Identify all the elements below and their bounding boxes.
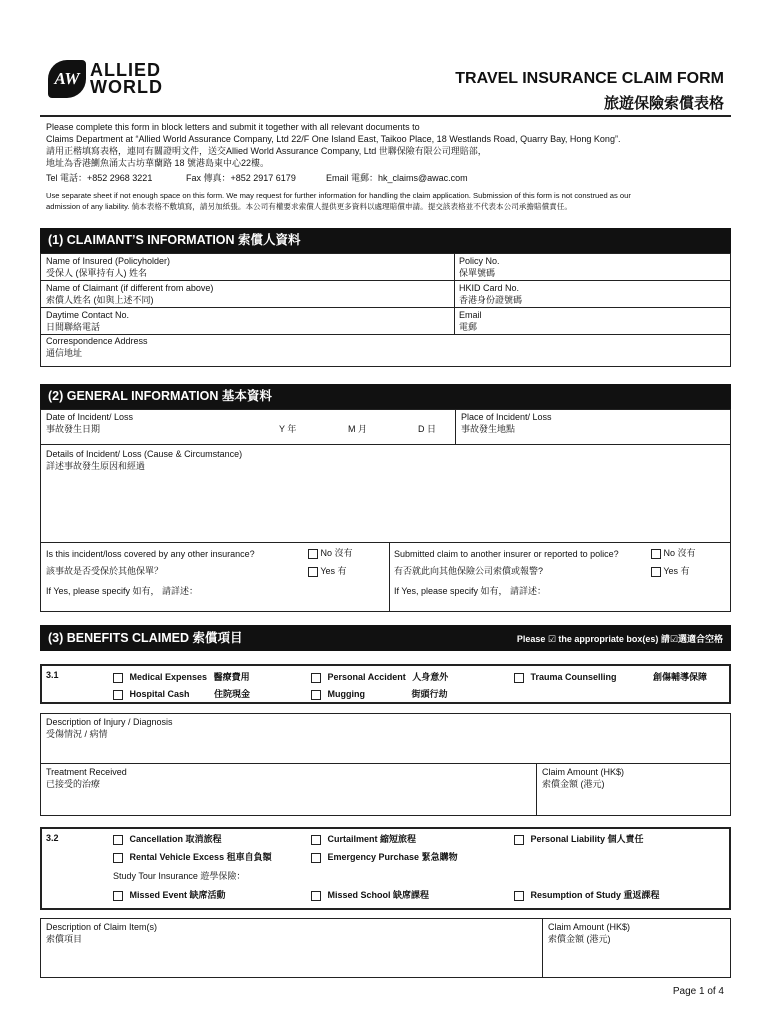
label-zh: 受保人 (保單持有人) 姓名 xyxy=(46,268,147,278)
field-claimant-name[interactable] xyxy=(46,282,213,306)
checkbox-other-insurance-no[interactable] xyxy=(308,547,353,559)
label-zh: 索償金額 (港元) xyxy=(548,934,611,944)
field-insured-name[interactable] xyxy=(46,255,170,279)
label-zh: 受傷情況 / 病情 xyxy=(46,729,108,739)
question-other-insurance-zh: 該事故是否受保於其他保單？ xyxy=(46,566,164,576)
checkbox-label: Resumption of Study 重返課程 xyxy=(530,890,660,900)
checkbox-hospital-cash[interactable] xyxy=(113,688,250,700)
checkbox-label: Missed Event 缺席活動 xyxy=(129,890,226,900)
checkbox-box[interactable] xyxy=(651,549,661,559)
field-claim-item-description[interactable] xyxy=(46,921,157,945)
label-zh: 醫療費用 xyxy=(213,672,250,682)
trauma-counselling-zh: 創傷輔導保障 xyxy=(653,672,708,682)
checkbox-label: Rental Vehicle Excess 租車自負額 xyxy=(129,852,272,862)
checkbox-box[interactable] xyxy=(113,673,123,683)
checkbox-box[interactable] xyxy=(113,690,123,700)
field-incident-place[interactable] xyxy=(461,411,552,435)
field-hkid[interactable] xyxy=(459,282,522,306)
checkbox-label: No 沒有 xyxy=(663,548,696,558)
intro-note-line1: Use separate sheet if not enough space on this form. We may request for further information for handling the claim application. Submission of this form is not construed as our xyxy=(46,191,631,200)
section3-instruction: Please ☑ the appropriate box(es) 請☑選適合空格 xyxy=(516,634,723,644)
label-en: Place of Incident/ Loss xyxy=(461,412,552,422)
field-address[interactable] xyxy=(46,335,148,359)
section2-box xyxy=(40,409,731,612)
benefit-3-1-number: 3.1 xyxy=(46,670,59,680)
intro-line3: 請用正楷填寫表格，連同有關證明文件，送交Allied World Assurance Company, Ltd 世聯保險有限公司理賠部， xyxy=(46,146,487,156)
checkbox-box[interactable] xyxy=(311,673,321,683)
checkbox-trauma-counselling[interactable] xyxy=(514,671,617,683)
label-en: Claim Amount (HK$) xyxy=(542,767,625,777)
contact-tel: Tel 電話：+852 2968 3221 xyxy=(46,173,153,183)
checkbox-label: Yes 有 xyxy=(663,566,690,576)
checkbox-box[interactable] xyxy=(113,853,123,863)
checkbox-label: Cancellation 取消旅程 xyxy=(129,834,222,844)
checkbox-personal-accident[interactable] xyxy=(311,671,448,683)
benefit-3-2-number: 3.2 xyxy=(46,833,59,843)
intro-line1: Please complete this form in block letters and submit it together with all relevant documents to xyxy=(46,122,420,132)
label-zh: 索償人姓名 (如與上述不同) xyxy=(46,295,154,305)
field-policy-no[interactable] xyxy=(459,255,500,279)
study-tour-label: Study Tour Insurance 遊學保險： xyxy=(113,871,246,881)
checkbox-submitted-no[interactable] xyxy=(651,547,696,559)
question-other-insurance: Is this incident/loss covered by any other insurance? xyxy=(46,549,255,559)
date-month-label: M 月 xyxy=(348,424,367,434)
checkbox-label: Missed School 缺席課程 xyxy=(327,890,430,900)
checkbox-box[interactable] xyxy=(113,835,123,845)
label-zh: 住院現金 xyxy=(214,689,251,699)
label-zh: 電郵 xyxy=(459,322,478,332)
label-en: Personal Accident xyxy=(327,672,406,682)
contact-fax: Fax 傳真：+852 2917 6179 xyxy=(186,173,296,183)
label-zh: 通信地址 xyxy=(46,348,83,358)
label-zh: 索償項目 xyxy=(46,934,83,944)
field-claim-amount-3-2[interactable] xyxy=(548,921,630,945)
checkbox-submitted-yes[interactable] xyxy=(651,565,690,577)
label-en: Hospital Cash xyxy=(129,689,190,699)
checkbox-other-insurance-yes[interactable] xyxy=(308,565,347,577)
checkbox-box[interactable] xyxy=(514,891,524,901)
label-en: Name of Claimant (if different from above) xyxy=(46,283,214,293)
field-incident-date[interactable] xyxy=(46,411,133,435)
checkbox-box[interactable] xyxy=(311,835,321,845)
checkbox-box[interactable] xyxy=(651,567,661,577)
checkbox-missed-event[interactable] xyxy=(113,889,226,901)
date-day-label: D 日 xyxy=(418,424,437,434)
label-zh: 已接受的治療 xyxy=(46,779,101,789)
checkbox-label: Yes 有 xyxy=(320,566,347,576)
label-zh: 街頭行劫 xyxy=(411,689,448,699)
label-en: Trauma Counselling xyxy=(530,672,617,682)
header-rule xyxy=(40,115,731,117)
checkbox-box[interactable] xyxy=(514,835,524,845)
page-number: Page 1 of 4 xyxy=(672,986,724,997)
label-en: Date of Incident/ Loss xyxy=(46,412,134,422)
label-zh: 事故發生地點 xyxy=(461,424,516,434)
label-zh: 日間聯絡電話 xyxy=(46,322,101,332)
label-en: Daytime Contact No. xyxy=(46,310,130,320)
brand-logo-mark: AW xyxy=(48,60,86,98)
checkbox-box[interactable] xyxy=(514,673,524,683)
checkbox-box[interactable] xyxy=(311,690,321,700)
question-submitted-claim-zh: 有否就此向其他保險公司索償或報警? xyxy=(394,566,544,576)
checkbox-label: Personal Liability 個人責任 xyxy=(530,834,644,844)
specify-submitted-claim[interactable]: If Yes, please specify 如有， 請詳述： xyxy=(394,586,547,596)
label-en: Mugging xyxy=(327,689,366,699)
label-zh: 詳述事故發生原因和經過 xyxy=(46,461,146,471)
checkbox-emergency-purchase[interactable] xyxy=(311,851,458,863)
specify-other-insurance[interactable]: If Yes, please specify 如有， 請詳述： xyxy=(46,586,199,596)
checkbox-mugging[interactable] xyxy=(311,688,448,700)
checkbox-personal-liability[interactable] xyxy=(514,833,644,845)
checkbox-resumption-of-study[interactable] xyxy=(514,889,660,901)
intro-line2: Claims Department at “Allied World Assurance Company, Ltd 22/F One Island East, Taikoo Place, 18 Westlands Road, Quarry Bay, Hong Kong”. xyxy=(46,134,621,144)
checkbox-box[interactable] xyxy=(308,567,318,577)
brand-logo-text xyxy=(90,62,163,96)
checkbox-curtailment[interactable] xyxy=(311,833,416,845)
label-en: Treatment Received xyxy=(46,767,127,777)
question-submitted-claim: Submitted claim to another insurer or reported to police? xyxy=(394,549,619,559)
intro-text xyxy=(46,121,736,169)
label-en: Name of Insured (Policyholder) xyxy=(46,256,171,266)
checkbox-medical-expenses[interactable] xyxy=(113,671,250,683)
brand-name-line1: ALLIED xyxy=(90,60,161,80)
checkbox-box[interactable] xyxy=(113,891,123,901)
label-zh: 人身意外 xyxy=(412,672,449,682)
intro-note-line2: admission of any liability. 倘本表格不敷填寫，請另加紙張。本公司有權要求索償人提供更多資料以處理賠償申請。提交該表格並不代表本公司承擔賠償責任。 xyxy=(46,202,572,211)
label-zh: 索償金額 (港元) xyxy=(542,779,605,789)
field-daytime-contact[interactable] xyxy=(46,309,129,333)
label-en: Correspondence Address xyxy=(46,336,148,346)
label-en: HKID Card No. xyxy=(459,283,520,293)
checkbox-label: Curtailment 縮短旅程 xyxy=(327,834,417,844)
checkbox-cancellation[interactable] xyxy=(113,833,222,845)
field-claim-amount-3-1[interactable] xyxy=(542,766,624,790)
checkbox-missed-school[interactable] xyxy=(311,889,429,901)
checkbox-label: No 沒有 xyxy=(320,548,353,558)
label-zh: 香港身份證號碼 xyxy=(459,295,523,305)
field-injury-description[interactable] xyxy=(46,716,173,740)
section1-header: (1) CLAIMANT’S INFORMATION 索償人資料 xyxy=(40,228,731,253)
form-title: TRAVEL INSURANCE CLAIM FORM xyxy=(455,70,724,87)
checkbox-box[interactable] xyxy=(311,891,321,901)
label-zh: 事故發生日期 xyxy=(46,424,101,434)
brand-name-line2: WORLD xyxy=(90,77,163,97)
checkbox-rental-vehicle-excess[interactable] xyxy=(113,851,272,863)
field-treatment-received[interactable] xyxy=(46,766,127,790)
date-year-label: Y 年 xyxy=(279,424,297,434)
label-en: Description of Injury / Diagnosis xyxy=(46,717,173,727)
label-en: Medical Expenses xyxy=(129,672,208,682)
section3-header: (3) BENEFITS CLAIMED 索償項目 xyxy=(40,625,731,651)
intro-line4: 地址為香港鰂魚涌太古坊華蘭路 18 號港島東中心22樓。 xyxy=(46,158,270,168)
label-en: Email xyxy=(459,310,482,320)
label-zh: 保單號碼 xyxy=(459,268,496,278)
checkbox-label: Emergency Purchase 緊急購物 xyxy=(327,852,458,862)
form-title-zh: 旅遊保險索償表格 xyxy=(603,95,724,112)
label-en: Policy No. xyxy=(459,256,500,266)
section2-header: (2) GENERAL INFORMATION 基本資料 xyxy=(40,384,731,409)
intro-note xyxy=(46,190,736,212)
label-en: Description of Claim Item(s) xyxy=(46,922,158,932)
field-incident-details[interactable] xyxy=(46,448,242,472)
contact-email: Email 電郵：hk_claims@awac.com xyxy=(326,173,468,183)
label-en: Details of Incident/ Loss (Cause & Circumstance) xyxy=(46,449,243,459)
field-email[interactable] xyxy=(459,309,482,333)
checkbox-box[interactable] xyxy=(311,853,321,863)
label-en: Claim Amount (HK$) xyxy=(548,922,631,932)
checkbox-box[interactable] xyxy=(308,549,318,559)
